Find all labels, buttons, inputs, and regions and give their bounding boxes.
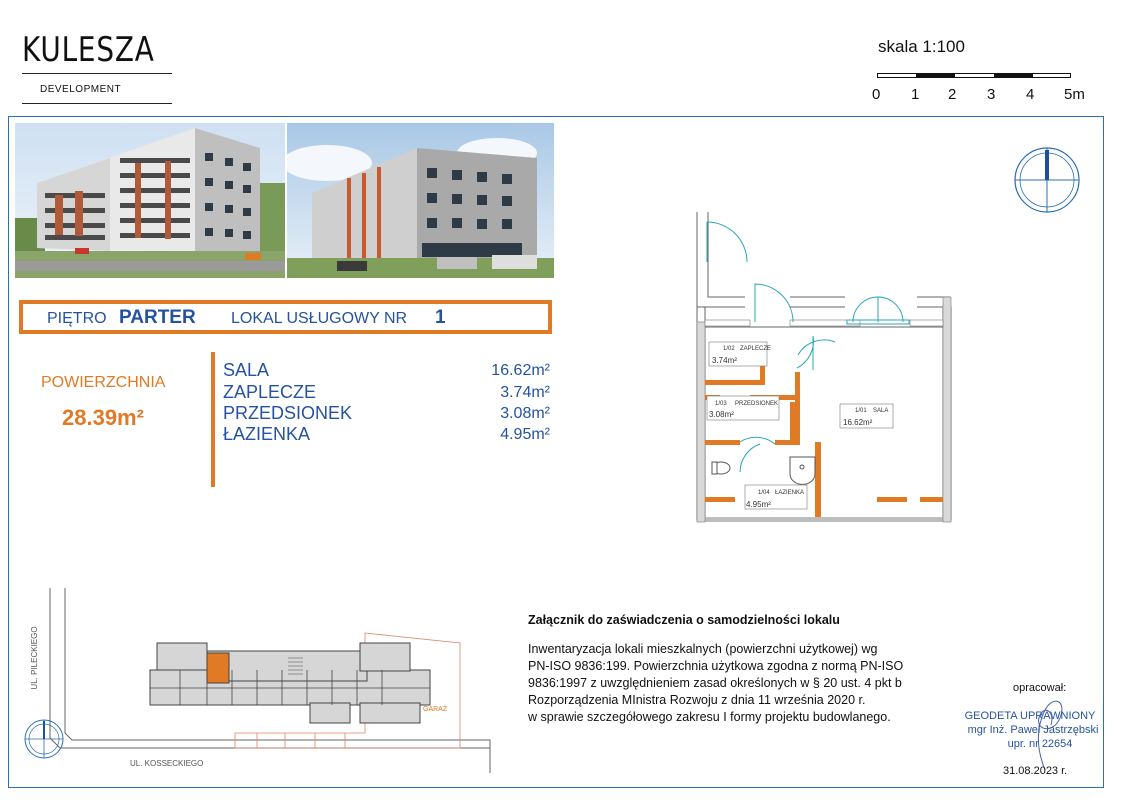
unit-header-box <box>19 300 552 334</box>
note-line: PN-ISO 9836:199. Powierzchnia użytkowa zgodna z normą PN-ISO <box>528 659 904 673</box>
room-area: 3.74m² <box>500 384 550 401</box>
note-line: Inwentaryzacja lokali mieszkalnych (powierzchni użytkowej) wg <box>528 642 878 656</box>
north-arrow-icon <box>1012 145 1082 215</box>
room-name: ZAPLECZE <box>223 382 317 402</box>
note-title: Załącznik do zaświadczenia o samodzielności lokalu <box>528 613 840 627</box>
brand-divider <box>22 73 172 74</box>
garage-label: GARAŻ <box>423 706 448 713</box>
site-plan <box>20 588 495 773</box>
plan-room-area: 4.95m² <box>746 500 771 509</box>
floor-label: PIĘTRO <box>47 310 107 327</box>
scale-tick: 1 <box>911 86 920 103</box>
plan-room-area: 16.62m² <box>843 418 873 427</box>
brand-name: KULESZA <box>22 30 155 70</box>
room-name: ŁAZIENKA <box>223 424 311 444</box>
room-name: PRZEDSIONEK <box>223 403 353 423</box>
prepared-by-label: opracował: <box>1013 682 1067 694</box>
plan-code: 1/03 <box>715 401 727 407</box>
area-divider <box>211 352 215 487</box>
signature-scribble <box>1015 690 1075 775</box>
plan-room-area: 3.08m² <box>709 410 734 419</box>
floor-plan <box>695 212 955 524</box>
scale-tick: 0 <box>872 86 881 103</box>
surveyor-title: GEODETA UPRAWNIONY <box>964 710 1096 722</box>
area-label: POWIERZCHNIA <box>41 374 166 391</box>
surveyor-license: upr. nr 22654 <box>1007 738 1073 750</box>
scale-tick: 4 <box>1026 86 1035 103</box>
plan-room-name: ŁAZIENKA <box>775 490 805 496</box>
unit-label: LOKAL USŁUGOWY NR <box>231 310 408 327</box>
building-photo-right <box>287 123 554 278</box>
scale-tick: 2 <box>948 86 957 103</box>
plan-room-name: PRZEDSIONEK <box>735 401 779 407</box>
plan-code: 1/04 <box>758 490 770 496</box>
scale-tick: 3 <box>987 86 996 103</box>
room-name: SALA <box>223 360 270 380</box>
plan-room-area: 3.74m² <box>712 356 737 365</box>
floor-name: PARTER <box>119 307 196 328</box>
street-label-bottom: UL. KOSSECKIEGO <box>130 759 204 768</box>
plan-room-name: ZAPLECZE <box>740 346 772 352</box>
brand-divider <box>22 103 172 104</box>
plan-room-name: SALA <box>873 408 889 414</box>
street-label-left: UL. PILECKIEGO <box>30 626 39 690</box>
area-total: 28.39m² <box>62 405 144 430</box>
signature-date: 31.08.2023 r. <box>1003 765 1068 777</box>
scale-title: skala 1:100 <box>878 37 965 56</box>
brand-subtitle: DEVELOPMENT <box>40 84 122 95</box>
note-line: 9836:1997 z uwzględnieniem zasad określonych w § 20 ust. 4 pkt b <box>528 676 902 690</box>
building-photo-left <box>15 123 285 278</box>
note-line: w sprawie szczegółowego zakresu I formy projektu budowlanego. <box>528 710 891 724</box>
room-area: 3.08m² <box>500 405 550 422</box>
unit-number: 1 <box>435 307 446 328</box>
brand-logo <box>22 30 172 70</box>
scale-tick: 5m <box>1064 86 1085 103</box>
plan-code: 1/02 <box>723 346 735 352</box>
surveyor-name: mgr Inż. Paweł Jastrzębski <box>967 724 1099 736</box>
room-area: 16.62m² <box>491 362 550 379</box>
room-area: 4.95m² <box>500 426 550 443</box>
plan-code: 1/01 <box>855 408 867 414</box>
scale-bar <box>877 71 1073 81</box>
note-line: Rozporządzenia MInistra Rozwoju z dnia 11 września 2020 r. <box>528 693 866 707</box>
